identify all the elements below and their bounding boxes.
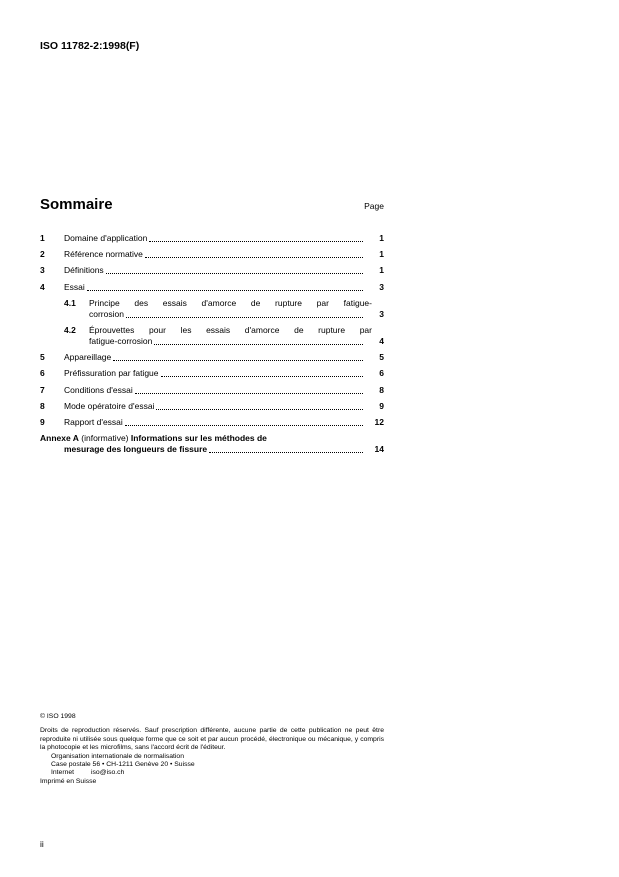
toc-entry-2[interactable] (40, 249, 384, 260)
dot-leader (87, 290, 363, 291)
toc-entry-title-line2: corrosion (89, 308, 124, 319)
toc-entry-page: 1 (379, 249, 384, 260)
toc-entry-title: Référence normative (64, 249, 143, 260)
toc-entry-number: 6 (40, 368, 45, 379)
toc-entry-8[interactable] (40, 401, 384, 412)
toc-entry-page: 1 (379, 233, 384, 243)
toc-entry-page: 14 (374, 444, 384, 455)
toc-entry-page: 1 (379, 265, 384, 276)
dot-leader (135, 393, 363, 394)
toc-entry-page: 12 (374, 416, 384, 427)
toc-entry-9[interactable] (40, 417, 384, 428)
toc-entry-title: Préfissuration par fatigue (64, 368, 159, 379)
toc-entry-number: 5 (40, 352, 45, 363)
toc-entry-annex-a[interactable] (40, 433, 384, 455)
toc-entry-title: Domaine d'application (64, 233, 148, 243)
toc-entry-page: 6 (379, 368, 384, 379)
copyright-notice (40, 713, 384, 786)
toc-entry-page: 9 (379, 400, 384, 411)
toc-entry-title: Mode opératoire d'essai (64, 400, 155, 411)
toc-entry-title-line2: fatigue-corrosion (89, 335, 153, 346)
toc-entry-number: 9 (40, 416, 45, 427)
annex-label: Annexe A (40, 433, 79, 444)
page-number: ii (40, 839, 44, 849)
dot-leader (154, 344, 363, 345)
postal-address: Case postale 56 • CH-1211 Genève 20 • Suisse (51, 761, 195, 769)
toc-entry-1[interactable] (40, 233, 384, 244)
rights-statement: Droits de reproduction réservés. Sauf prescription différente, aucune partie de cette publication ne peut être reproduite ni utilisée sous quelque forme que ce soit et par aucun procédé, électronique ou mécanique, y compris la photocopie et les microfilms, sans l'accord écrit de l'éditeur. (40, 727, 384, 752)
toc-entry-number: 3 (40, 265, 45, 276)
dot-leader (156, 409, 363, 410)
dot-leader (106, 273, 363, 274)
toc-entry-title-line1: Principe des essais d'amorce de rupture par fatigue- (89, 297, 372, 308)
toc-entry-number: 2 (40, 249, 45, 260)
toc-entry-title: Appareillage (64, 352, 112, 363)
toc-entry-title: Conditions d'essai (64, 384, 133, 395)
internet-label: Internet (51, 769, 75, 777)
toc-entry-4-2[interactable] (40, 325, 384, 347)
toc-entry-number: 1 (40, 233, 45, 243)
toc-entry-title: Essai (64, 281, 85, 292)
toc-entry-title: Rapport d'essai (64, 416, 123, 427)
printed-in: Imprimé en Suisse (40, 777, 97, 785)
toc-header (40, 196, 384, 216)
toc-entry-page: 4 (379, 335, 384, 346)
toc-entry-number: 8 (40, 400, 45, 411)
toc-entry-3[interactable] (40, 265, 384, 276)
toc-entry-4-1[interactable] (40, 298, 384, 320)
copyright-line: © ISO 1998 (40, 713, 76, 720)
toc-entry-number: 7 (40, 384, 45, 395)
toc-entry-5[interactable] (40, 352, 384, 363)
toc-entry-number: 4.2 (64, 324, 76, 335)
toc-entry-4[interactable] (40, 282, 384, 293)
org-name: Organisation internationale de normalisation (51, 752, 184, 760)
toc-entry-page: 3 (379, 308, 384, 319)
dot-leader (149, 241, 363, 242)
toc-entry-number: 4 (40, 281, 45, 292)
toc-entry-title: Définitions (64, 265, 104, 276)
dot-leader (113, 360, 363, 361)
dot-leader (145, 257, 363, 258)
internet-line (51, 769, 384, 777)
dot-leader (126, 317, 363, 318)
toc-entry-6[interactable] (40, 368, 384, 379)
toc-entry-number: 4.1 (64, 297, 76, 308)
toc-entry-page: 3 (379, 281, 384, 292)
toc-entry-7[interactable] (40, 385, 384, 396)
internet-email[interactable]: iso@iso.ch (91, 769, 125, 777)
toc-entry-page: 5 (379, 352, 384, 363)
toc-entry-page: 8 (379, 384, 384, 395)
publisher-address (40, 753, 384, 778)
annex-qualifier: (informative) (81, 433, 129, 444)
toc-title: Sommaire (40, 196, 113, 213)
annex-title-line1: Informations sur les méthodes de (130, 433, 267, 444)
annex-title-line2: mesurage des longueurs de fissure (64, 444, 208, 455)
table-of-contents (40, 233, 384, 460)
dot-leader (161, 376, 364, 377)
toc-page-label: Page (364, 201, 384, 211)
document-id: ISO 11782-2:1998(F) (40, 40, 140, 52)
dot-leader (209, 452, 363, 453)
dot-leader (125, 425, 363, 426)
toc-entry-title-line1: Éprouvettes pour les essais d'amorce de rupture par (89, 324, 372, 335)
